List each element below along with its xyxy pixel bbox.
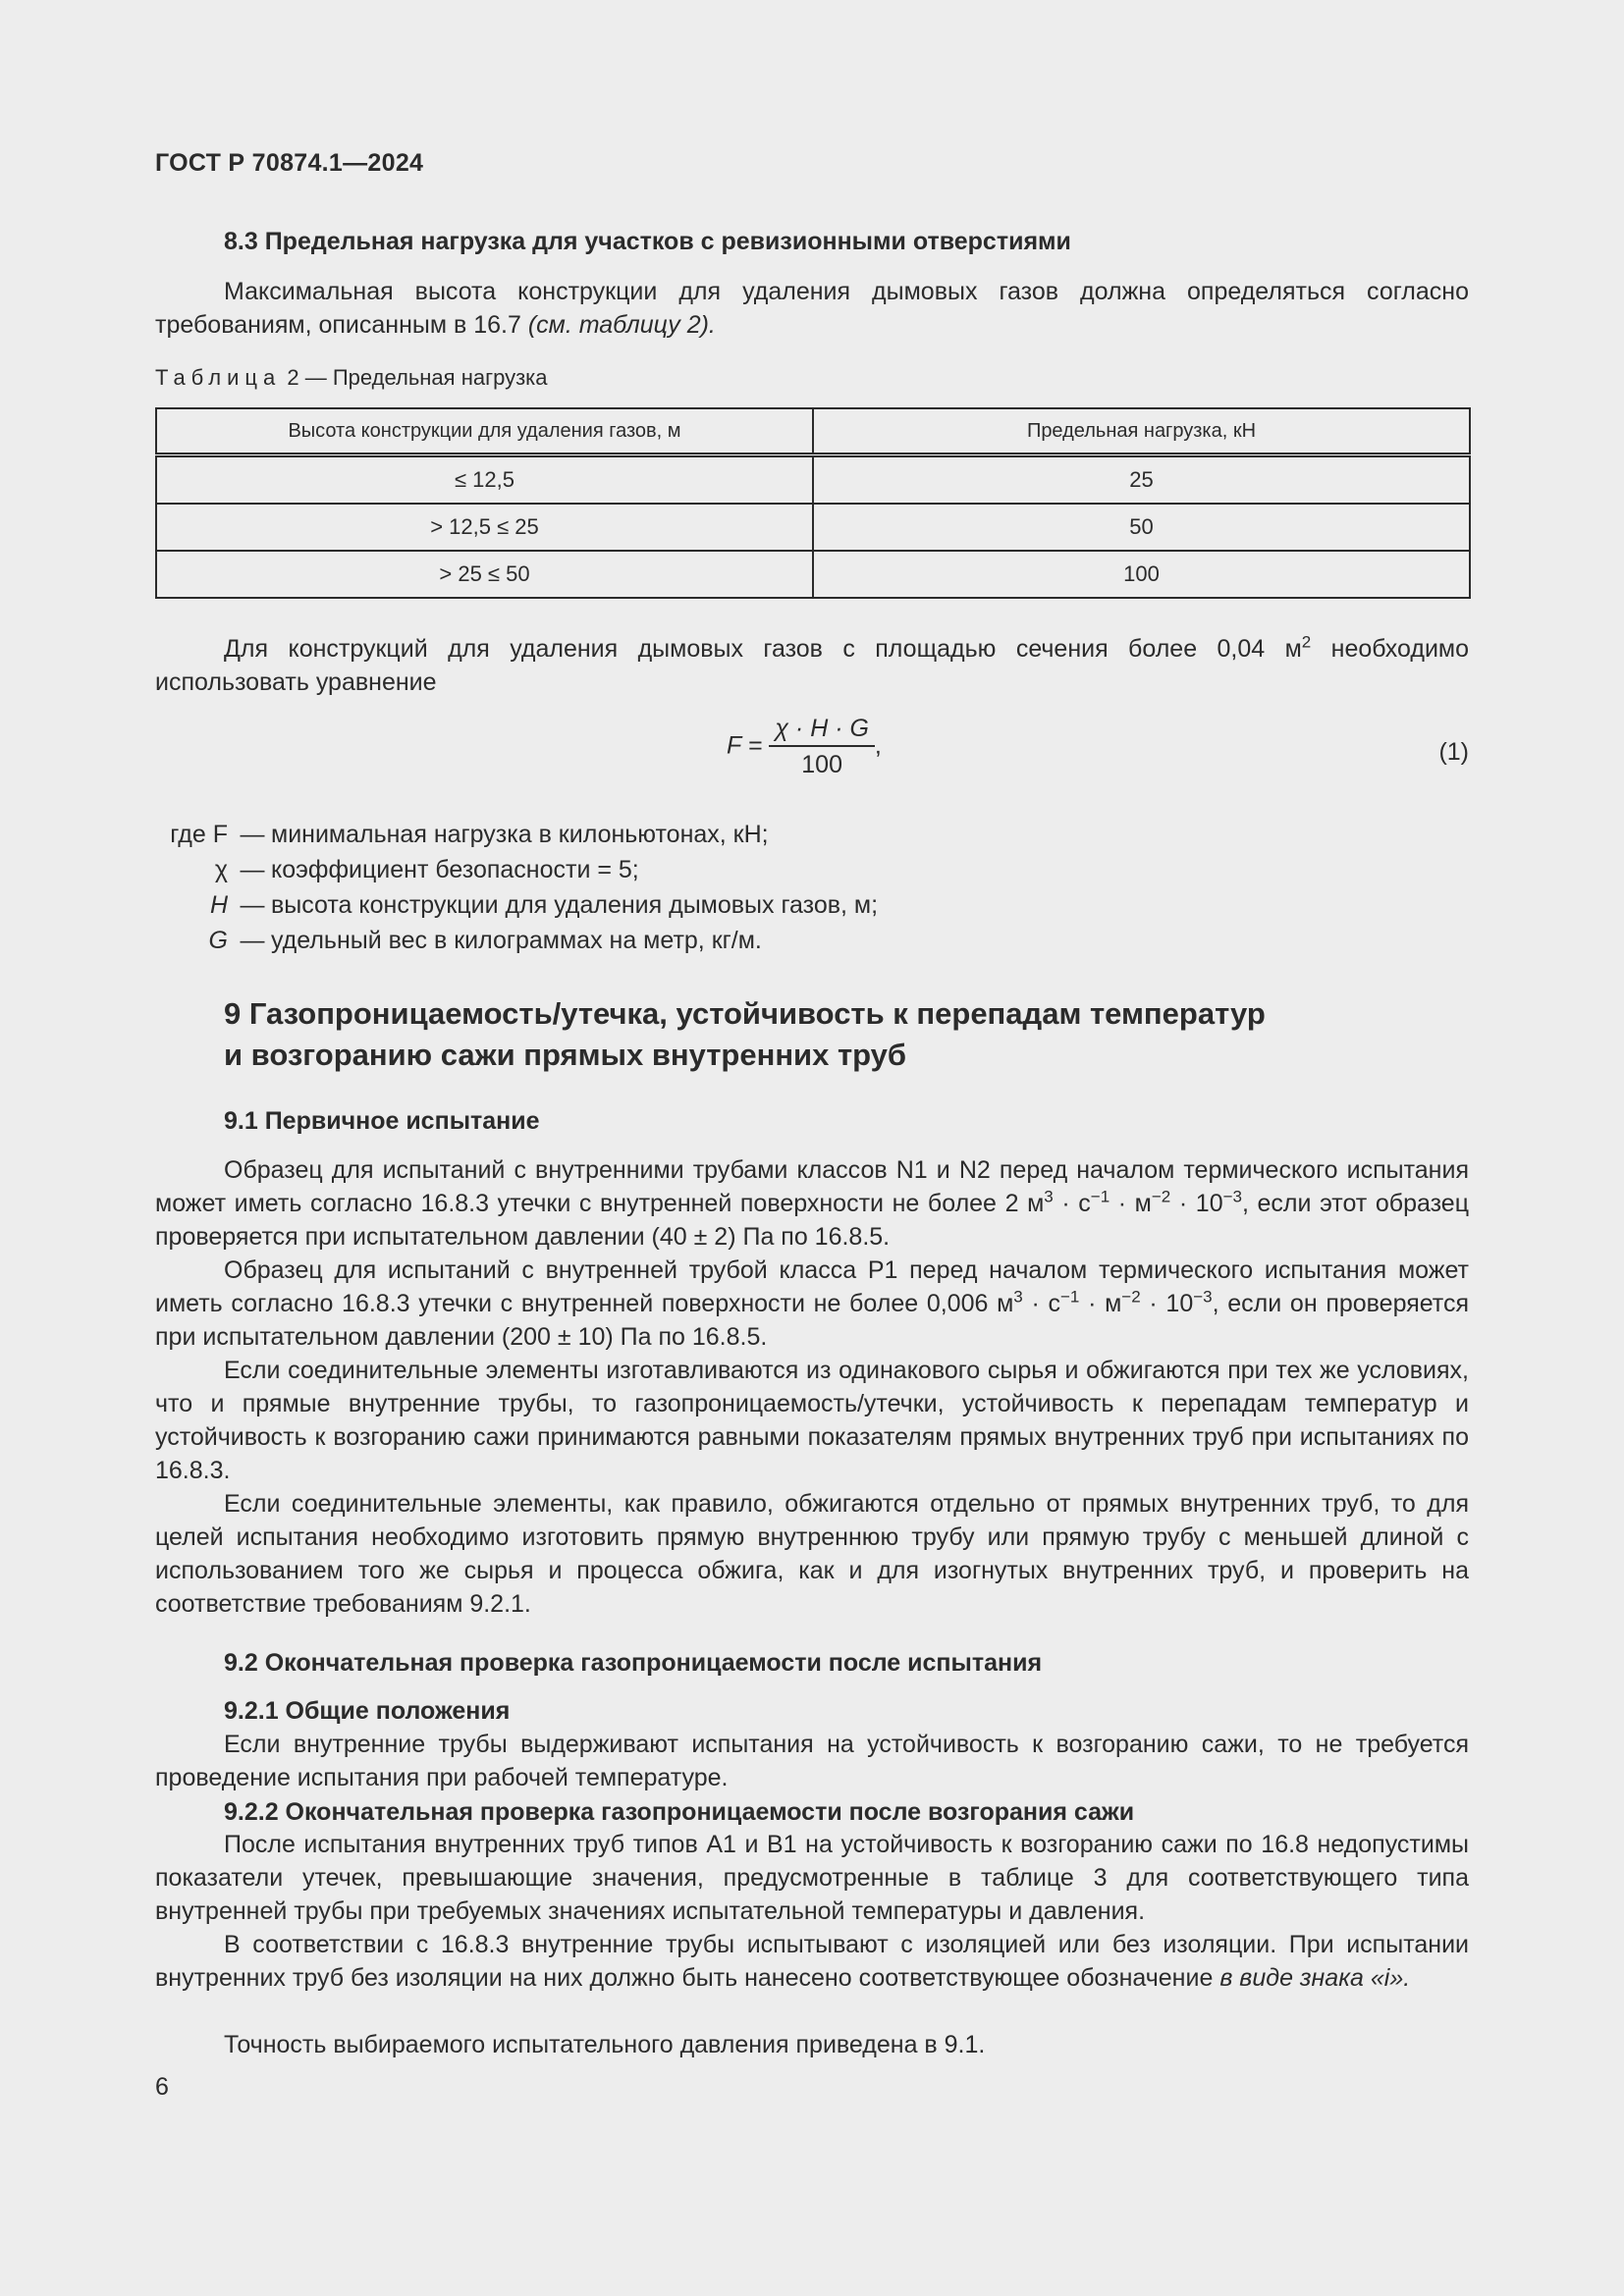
paragraph-text: · с	[1053, 1190, 1091, 1217]
table-row	[156, 504, 1470, 551]
formula-intro-paragraph	[155, 632, 1469, 699]
table-cell: 100	[813, 551, 1470, 598]
marking-reference: в виде знака «i».	[1219, 1964, 1411, 1992]
page-number: 6	[155, 2073, 169, 2101]
paragraph-text: · м	[1110, 1190, 1152, 1217]
legend-symbol: H	[209, 891, 228, 919]
legend-description: минимальная нагрузка в килоньютонах, кН;	[271, 821, 769, 848]
formula	[727, 715, 882, 779]
section-9-1-paragraph-1	[155, 1153, 1469, 1254]
section-9-2-2-title: 9.2.2 Окончательная проверка газопроницаемости после возгорания сажи	[224, 1798, 1135, 1826]
section-9-2-1-paragraph: Если внутренние трубы выдерживают испытания на устойчивость к возгоранию сажи, то не требуется проведение испытания при рабочей температуре.	[155, 1731, 1469, 1791]
section-9-2-1-title: 9.2.1 Общие положения	[224, 1697, 511, 1725]
paragraph-text: Образец для испытаний с внутренними трубами классов N1 и N2 перед началом термического испытания может иметь согласно 16.8.3 утечки с внутренней поверхности не более 2 м	[155, 1156, 1469, 1217]
section-9-2-2-paragraph-3: Точность выбираемого испытательного давления приведена в 9.1.	[224, 2031, 986, 2058]
legend-dash: —	[240, 927, 265, 954]
section-9-2-2-paragraph-2	[155, 1928, 1469, 1995]
paragraph-text: · 10	[1170, 1190, 1223, 1217]
table-cell: ≤ 12,5	[156, 455, 813, 505]
paragraph-text: · 10	[1140, 1290, 1194, 1317]
superscript: −2	[1151, 1187, 1171, 1206]
section-9-1-paragraph-4: Если соединительные элементы, как правило, обжигаются отдельно от прямых внутренних труб, то для целей испытания необходимо изготовить прямую внутреннюю трубу или прямую трубу с меньшей длиной с использованием того же сырья и процесса обжига, как и для изогнутых внутренних труб, и проверить на соответствие требованиям 9.2.1.	[155, 1490, 1469, 1618]
paragraph-text: В соответствии с 16.8.3 внутренние трубы испытывают с изоляцией или без изоляции. При испытании внутренних труб без изоляции на них должно быть нанесено соответствующее обозначение	[155, 1931, 1469, 1992]
table-row	[156, 551, 1470, 598]
formula-numerator: χ · H · G	[769, 715, 875, 747]
legend-dash: —	[240, 821, 265, 848]
table-cell: 25	[813, 455, 1470, 505]
legend-dash: —	[240, 891, 265, 919]
legend-row	[155, 852, 878, 887]
legend-row	[155, 887, 878, 923]
section-9-1-paragraph-2	[155, 1254, 1469, 1354]
section-9-title	[224, 993, 1266, 1076]
table-reference: (см. таблицу 2).	[527, 311, 716, 339]
section-8-3-title: 8.3 Предельная нагрузка для участков с ревизионными отверстиями	[224, 228, 1071, 255]
column-header-load: Предельная нагрузка, кН	[813, 408, 1470, 455]
paragraph-text: Образец для испытаний с внутренней трубой класса P1 перед началом термического испытания может иметь согласно 16.8.3 утечки с внутренней поверхности не более 0,006 м	[155, 1256, 1469, 1317]
table-caption	[155, 365, 548, 391]
superscript: 3	[1013, 1287, 1023, 1307]
table-cell: > 12,5 ≤ 25	[156, 504, 813, 551]
section-9-title-line2: и возгоранию сажи прямых внутренних труб	[224, 1038, 907, 1072]
formula-tail: ,	[874, 731, 882, 760]
table-title: 2 — Предельная нагрузка	[281, 365, 548, 390]
limit-load-table	[155, 407, 1471, 599]
legend-row	[155, 923, 878, 958]
paragraph-text: Максимальная высота конструкции для удаления дымовых газов должна определяться согласно требованиям, описанным в 16.7	[155, 278, 1469, 339]
section-9-title-line1: 9 Газопроницаемость/утечка, устойчивость к перепадам температур	[224, 996, 1266, 1031]
superscript: −3	[1193, 1287, 1213, 1307]
paragraph-text: Для конструкций для удаления дымовых газов с площадью сечения более 0,04 м	[224, 635, 1302, 663]
section-9-2-title: 9.2 Окончательная проверка газопроницаемости после испытания	[224, 1649, 1043, 1677]
legend-row	[155, 817, 878, 852]
formula-lhs: F =	[727, 731, 763, 760]
table-cell: 50	[813, 504, 1470, 551]
equation-number: (1)	[1438, 738, 1469, 766]
column-header-height: Высота конструкции для удаления газов, м	[156, 408, 813, 455]
table-label: Таблица	[155, 365, 282, 390]
legend-description: удельный вес в килограммах на метр, кг/м.	[271, 927, 762, 954]
superscript: 3	[1044, 1187, 1054, 1206]
section-9-1-title: 9.1 Первичное испытание	[224, 1107, 540, 1135]
paragraph-text: · с	[1022, 1290, 1060, 1317]
paragraph-text: , если он проверяется при испытательном давлении (200 ± 10) Па по 16.8.5.	[155, 1290, 1470, 1351]
formula-fraction	[769, 715, 875, 779]
superscript: −2	[1121, 1287, 1141, 1307]
superscript: −1	[1059, 1287, 1080, 1307]
section-8-3-paragraph	[155, 275, 1469, 342]
formula-legend	[155, 817, 878, 958]
table-row	[156, 455, 1470, 505]
superscript: −3	[1222, 1187, 1242, 1206]
legend-symbol: где F	[170, 821, 228, 848]
section-9-1-paragraph-3: Если соединительные элементы изготавливаются из одинакового сырья и обжигаются при тех же условиях, что и прямые внутренние трубы, то газопроницаемость/утечки, устойчивость к перепадам температур и устойчивость к возгоранию сажи принимаются равными показателям прямых внутренних труб при испытаниях по 16.8.3.	[155, 1357, 1469, 1484]
legend-description: коэффициент безопасности = 5;	[271, 856, 639, 883]
legend-symbol: G	[208, 927, 228, 954]
superscript: −1	[1090, 1187, 1110, 1206]
legend-dash: —	[240, 856, 265, 883]
table-cell: > 25 ≤ 50	[156, 551, 813, 598]
superscript: 2	[1301, 632, 1312, 652]
legend-description: высота конструкции для удаления дымовых газов, м;	[271, 891, 879, 919]
paragraph-text: , если этот образец проверяется при испытательном давлении (40 ± 2) Па по 16.8.5.	[155, 1190, 1470, 1251]
legend-symbol: χ	[214, 856, 228, 883]
document-header: ГОСТ Р 70874.1—2024	[155, 149, 424, 177]
section-9-2-2-paragraph-1: После испытания внутренних труб типов A1 и B1 на устойчивость к возгоранию сажи по 16.8 недопустимы показатели утечек, превышающие значения, предусмотренные в таблице 3 для соответствующего типа внутренней трубы при требуемых значениях испытательной температуры и давления.	[155, 1831, 1469, 1925]
table-header-row	[156, 408, 1470, 455]
formula-denominator: 100	[801, 751, 842, 778]
paragraph-text: · м	[1079, 1290, 1122, 1317]
paragraph-text: необходимо использовать уравнение	[155, 635, 1469, 696]
